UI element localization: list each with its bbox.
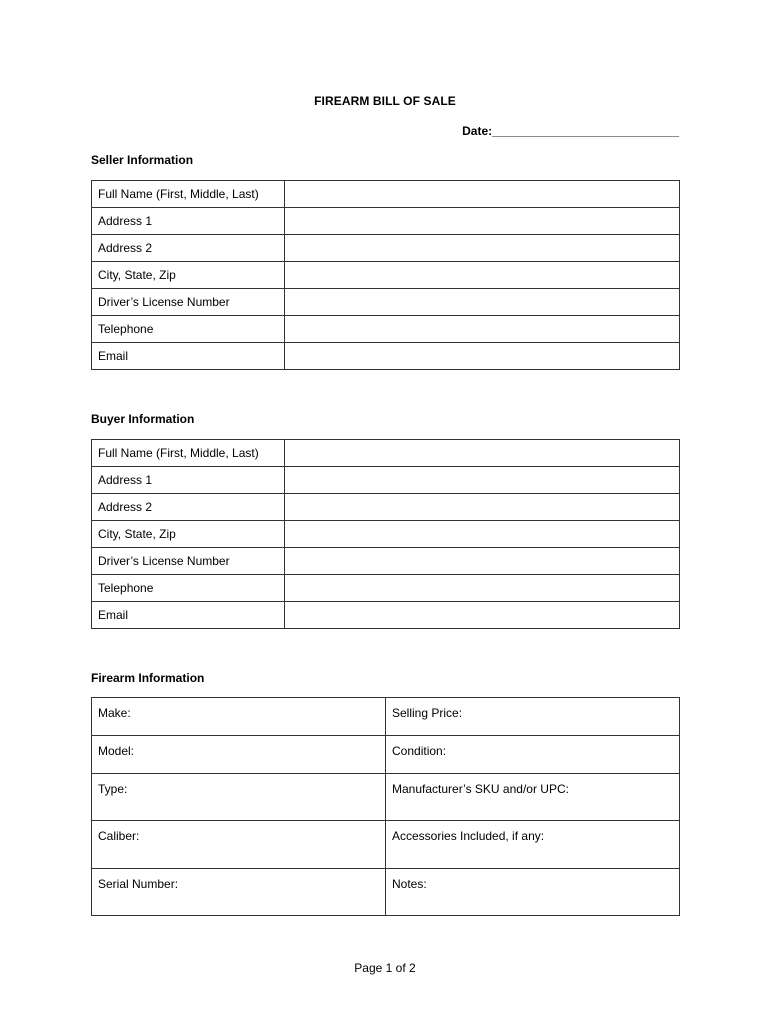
table-row [92, 208, 680, 235]
firearm-notes-field[interactable]: Notes: [386, 869, 680, 916]
row-label: Driver’s License Number [92, 289, 285, 316]
table-row [92, 262, 680, 289]
buyer-full-name-field[interactable] [285, 440, 680, 467]
row-label: Telephone [92, 316, 285, 343]
table-row [92, 869, 680, 916]
table-row [92, 343, 680, 370]
row-label: Address 2 [92, 494, 285, 521]
row-label: Address 1 [92, 467, 285, 494]
seller-license-field[interactable] [285, 289, 680, 316]
table-row [92, 181, 680, 208]
row-label: Address 1 [92, 208, 285, 235]
page-number: Page 1 of 2 [354, 961, 416, 975]
seller-table [91, 180, 680, 370]
document-title: FIREARM BILL OF SALE [314, 94, 456, 108]
buyer-license-field[interactable] [285, 548, 680, 575]
firearm-table [91, 697, 680, 916]
firearm-serial-number-field[interactable]: Serial Number: [92, 869, 386, 916]
row-label: Address 2 [92, 235, 285, 262]
row-label: Full Name (First, Middle, Last) [92, 181, 285, 208]
table-row [92, 602, 680, 629]
row-label: Full Name (First, Middle, Last) [92, 440, 285, 467]
row-label: Driver’s License Number [92, 548, 285, 575]
row-label: Email [92, 602, 285, 629]
table-row [92, 494, 680, 521]
buyer-heading: Buyer Information [91, 412, 195, 426]
buyer-city-state-zip-field[interactable] [285, 521, 680, 548]
date-line[interactable]: ____________________________ [492, 124, 679, 138]
firearm-condition-field[interactable]: Condition: [386, 736, 680, 774]
row-label: City, State, Zip [92, 521, 285, 548]
firearm-make-field[interactable]: Make: [92, 698, 386, 736]
seller-address2-field[interactable] [285, 235, 680, 262]
table-row [92, 548, 680, 575]
table-row [92, 698, 680, 736]
table-row [92, 575, 680, 602]
row-label: Email [92, 343, 285, 370]
seller-telephone-field[interactable] [285, 316, 680, 343]
date-field [462, 124, 679, 138]
row-label: Telephone [92, 575, 285, 602]
buyer-table [91, 439, 680, 629]
firearm-accessories-field[interactable]: Accessories Included, if any: [386, 821, 680, 869]
seller-address1-field[interactable] [285, 208, 680, 235]
table-row [92, 774, 680, 821]
firearm-heading: Firearm Information [91, 671, 205, 685]
table-row [92, 440, 680, 467]
firearm-model-field[interactable]: Model: [92, 736, 386, 774]
table-row [92, 235, 680, 262]
buyer-address2-field[interactable] [285, 494, 680, 521]
seller-heading: Seller Information [91, 153, 194, 167]
firearm-type-field[interactable]: Type: [92, 774, 386, 821]
row-label: City, State, Zip [92, 262, 285, 289]
date-label: Date: [462, 124, 493, 138]
firearm-selling-price-field[interactable]: Selling Price: [386, 698, 680, 736]
table-row [92, 821, 680, 869]
table-row [92, 289, 680, 316]
table-row [92, 316, 680, 343]
seller-full-name-field[interactable] [285, 181, 680, 208]
seller-email-field[interactable] [285, 343, 680, 370]
firearm-sku-upc-field[interactable]: Manufacturer’s SKU and/or UPC: [386, 774, 680, 821]
buyer-address1-field[interactable] [285, 467, 680, 494]
table-row [92, 467, 680, 494]
table-row [92, 736, 680, 774]
firearm-caliber-field[interactable]: Caliber: [92, 821, 386, 869]
seller-city-state-zip-field[interactable] [285, 262, 680, 289]
table-row [92, 521, 680, 548]
buyer-telephone-field[interactable] [285, 575, 680, 602]
buyer-email-field[interactable] [285, 602, 680, 629]
